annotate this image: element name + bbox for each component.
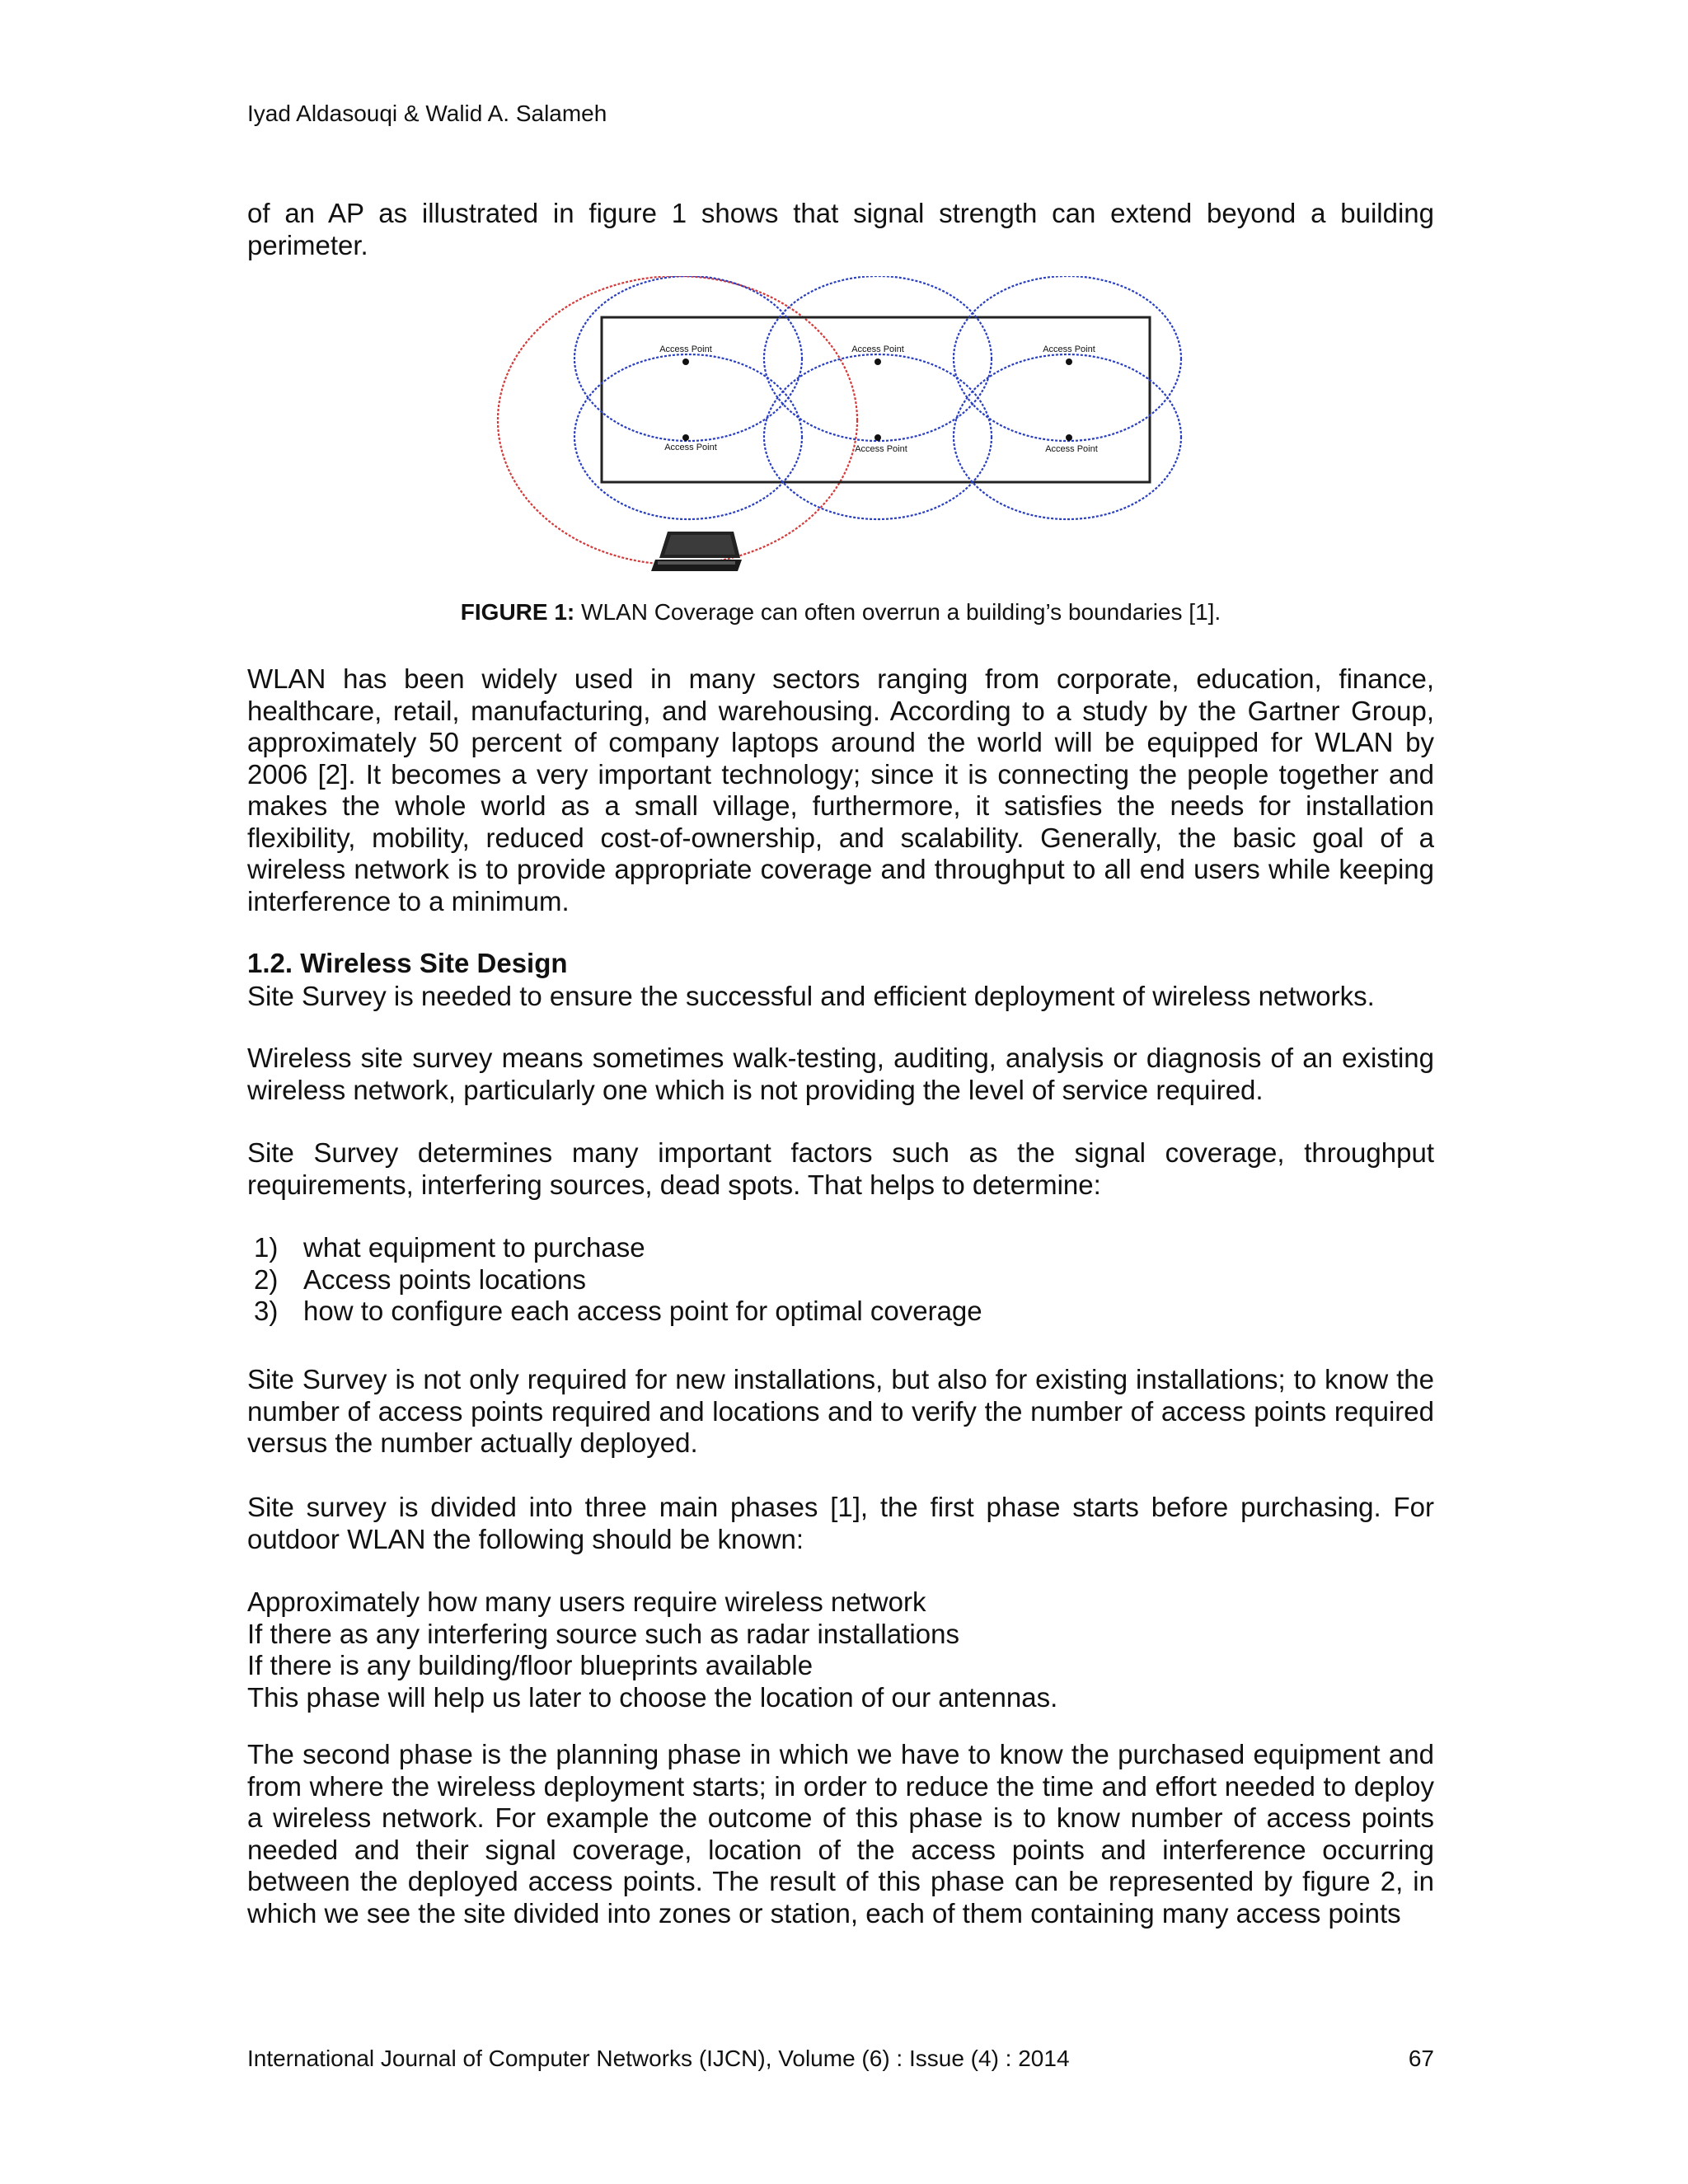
ap-label-1: Access Point [659, 344, 712, 354]
ap-label-5: Access Point [855, 444, 907, 454]
ap-dot-3 [1066, 359, 1072, 365]
ap-label-6: Access Point [1045, 444, 1098, 454]
paragraph-site-survey-needed: Site Survey is needed to ensure the successful and efficient deployment of wireless networks. [247, 981, 1375, 1011]
building-outline [602, 317, 1150, 482]
ap-dot-4 [682, 434, 689, 441]
ap-label-4: Access Point [664, 443, 717, 452]
footer-journal: International Journal of Computer Networks (IJCN), Volume (6) : Issue (4) : 2014 [247, 2046, 1070, 2071]
paragraph-wlan-usage: WLAN has been widely used in many sectors ranging from corporate, education, finance, healthcare, retail, manufacturing, and warehousing. According to a study by the Gartner Group, approximately 50 percent of company laptops around the world will be equipped for WLAN by 2006 [2]. It becomes a very important technology; since it is connecting the people together and makes the whole world as a small village, furthermore, it satisfies the needs for installation flexibility, mobility, reduced cost-of-ownership, and scalability. Generally, the basic goal of a wireless network is to provide appropriate coverage and throughput to all end users while keeping interference to a minimum. [247, 663, 1434, 916]
ap-dot-2 [874, 359, 881, 365]
page-number: 67 [1408, 2046, 1434, 2071]
ap-dot-1 [682, 359, 689, 365]
phase-line: If there as any interfering source such as radar installations [247, 1618, 959, 1649]
ap-dot-5 [874, 434, 881, 441]
figure-caption-label: FIGURE 1: [460, 599, 575, 625]
ap-label-2: Access Point [851, 344, 904, 354]
figure-wlan-coverage [495, 276, 1187, 573]
list-item [247, 1232, 1434, 1264]
paragraph-site-survey-phases: Site survey is divided into three main phases [1], the first phase starts before purchasing. For outdoor WLAN the following should be known: [247, 1492, 1434, 1554]
list-item-text: how to configure each access point for optimal coverage [303, 1296, 982, 1326]
list-item-text: Access points locations [303, 1263, 587, 1295]
ap-label-3: Access Point [1043, 344, 1095, 354]
figure-caption-text: WLAN Coverage can often overrun a building’s boundaries [1]. [574, 599, 1221, 625]
list-item-text: what equipment to purchase [303, 1232, 645, 1263]
paragraph-site-survey-factors: Site Survey determines many important factors such as the signal coverage, throughput requirements, interfering sources, dead spots. That helps to determine: [247, 1137, 1434, 1200]
phase-one-lines [247, 1586, 1434, 1713]
phase-line: If there is any building/floor blueprints available [247, 1650, 814, 1680]
list-item-number: 1) [254, 1232, 279, 1263]
paragraph-site-survey-meaning: Wireless site survey means sometimes walk-testing, auditing, analysis or diagnosis of an existing wireless network, particularly one which is not providing the level of service required. [247, 1043, 1434, 1105]
list-item-number: 3) [254, 1296, 279, 1326]
list-item-number: 2) [254, 1263, 279, 1295]
ap-dot-6 [1066, 434, 1072, 441]
section-heading: 1.2. Wireless Site Design [247, 948, 568, 978]
phase-line: This phase will help us later to choose the location of our antennas. [247, 1681, 1058, 1713]
intro-paragraph: of an AP as illustrated in figure 1 shows that signal strength can extend beyond a building perimeter. [247, 198, 1434, 260]
figure-caption [247, 598, 1434, 627]
phase-line: Approximately how many users require wireless network [247, 1586, 926, 1617]
list-item [247, 1264, 1434, 1296]
list-item [247, 1296, 1434, 1328]
running-head-authors: Iyad Aldasouqi & Walid A. Salameh [247, 101, 607, 126]
paragraph-site-survey-installations: Site Survey is not only required for new installations, but also for existing installations; to know the number of access points required and locations and to verify the number of access points required versus the number actually deployed. [247, 1364, 1434, 1458]
determine-list [247, 1232, 1434, 1328]
paragraph-planning-phase: The second phase is the planning phase in which we have to know the purchased equipment and from where the wireless deployment starts; in order to reduce the time and effort needed to deploy a wireless network. For example the outcome of this phase is to know number of access points needed and their signal coverage, location of the access points and interference occurring between the deployed access points. The result of this phase can be represented by figure 2, in which we see the site divided into zones or station, each of them containing many access points [247, 1739, 1434, 1929]
laptop-icon [651, 532, 742, 571]
